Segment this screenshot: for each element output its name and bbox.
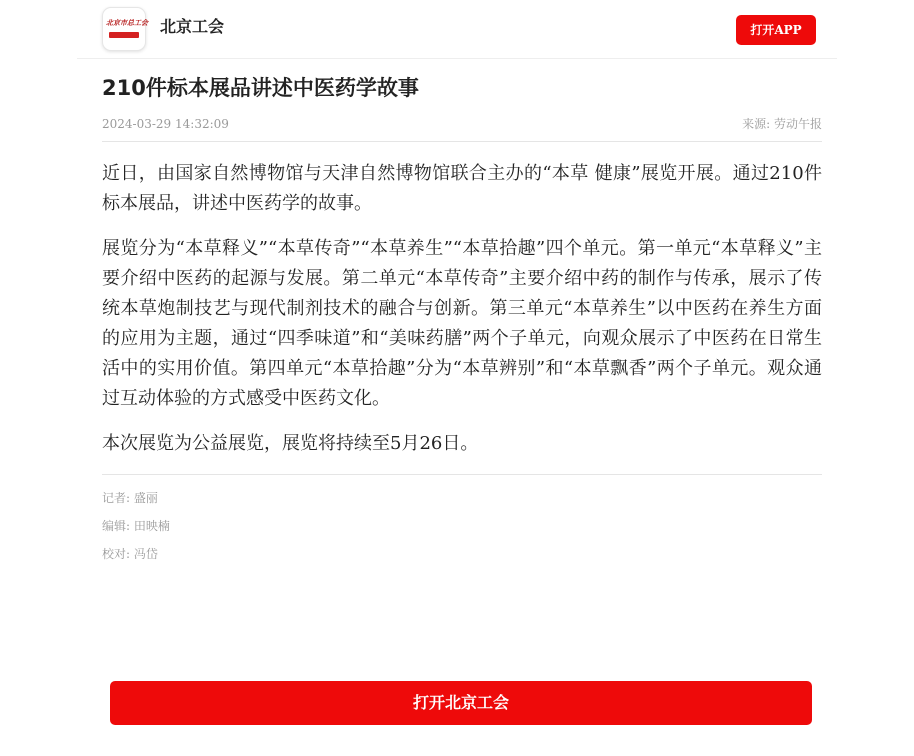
content-divider bbox=[102, 474, 822, 475]
article-title: 210件标本展品讲述中医药学故事 bbox=[102, 76, 419, 100]
reporter-credit: 记者: 盛丽 bbox=[102, 491, 158, 505]
article bbox=[102, 70, 822, 573]
article-body bbox=[102, 159, 822, 459]
paragraph-closing: 本次展览为公益展览，展览将持续至5月26日。 bbox=[102, 433, 479, 454]
publish-datetime: 2024-03-29 14:32:09 bbox=[102, 117, 229, 131]
logo-script-text: 北京市总工会 bbox=[106, 18, 148, 27]
paragraph-units: 展览分为“本草释义”“本草传奇”“本草养生”“本草拾趣”四个单元。第一单元“本草释义”主要介绍中医药的起源与发展。第二单元“本草传奇”主要介绍中药的制作与传承，展示了传统本草炮制技艺与现代制剂技术的融合与创新。第三单元“本草养生”以中医药在养生方面的应用为主题，通过“四季味道”和“美味药膳”两个子单元，向观众展示了中医药在日常生活中的实用价值。第四单元“本草拾趣”分为“本草辨别”和“本草飘香”两个子单元。观众通过互动体验的方式感受中医药文化。 bbox=[102, 238, 822, 409]
editor-credit: 编辑: 田映楠 bbox=[102, 519, 170, 533]
app-name: 北京工会 bbox=[160, 17, 225, 36]
article-credits bbox=[102, 489, 822, 563]
top-bar bbox=[77, 0, 837, 59]
article-meta bbox=[102, 115, 822, 142]
app-logo-icon[interactable] bbox=[102, 7, 146, 51]
proofreader-credit: 校对: 冯岱 bbox=[102, 547, 158, 561]
open-beijing-union-button[interactable]: 打开北京工会 bbox=[110, 681, 812, 725]
article-source: 来源: 劳动午报 bbox=[742, 117, 822, 131]
open-app-button[interactable]: 打开APP bbox=[736, 15, 816, 45]
logo-red-strip bbox=[109, 32, 139, 38]
paragraph-intro: 近日，由国家自然博物馆与天津自然博物馆联合主办的“本草 健康”展览开展。通过210件标本展品，讲述中医药学的故事。 bbox=[102, 163, 822, 214]
